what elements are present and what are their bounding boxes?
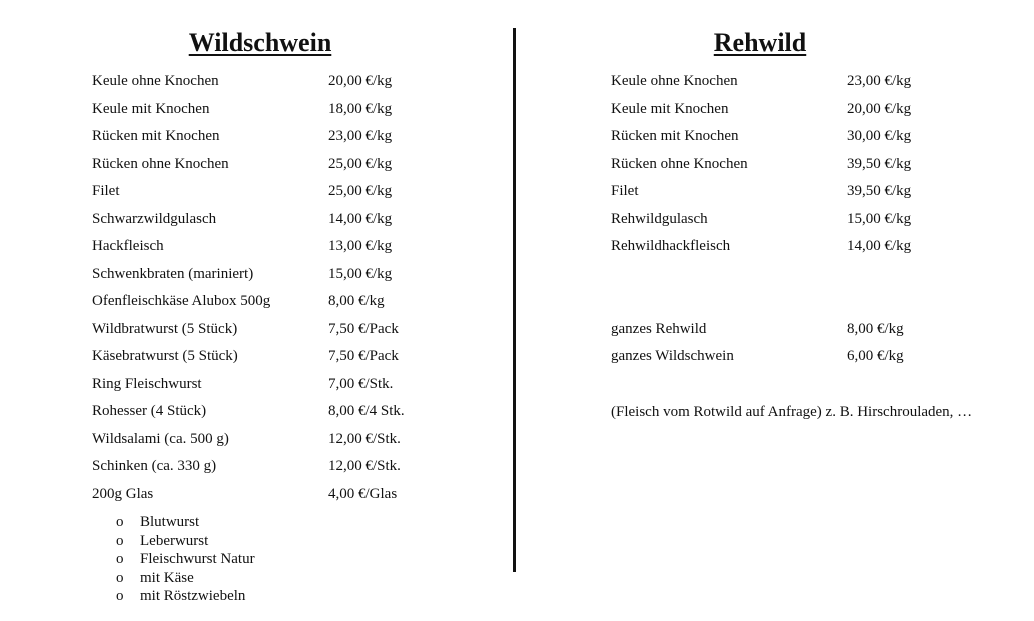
item-price: 25,00 €/kg — [328, 155, 393, 172]
circle-bullet-icon: o — [116, 532, 124, 549]
item-name: 200g Glas — [92, 485, 154, 502]
item-price: 39,50 €/kg — [847, 183, 912, 199]
list-item — [116, 550, 255, 569]
item-price: 14,00 €/kg — [328, 210, 393, 227]
item-name: Rücken mit Knochen — [92, 128, 220, 144]
variety-label: Leberwurst — [140, 532, 209, 549]
wildschwein-heading: Wildschwein — [188, 28, 332, 57]
variety-label: Fleischwurst Natur — [140, 551, 255, 567]
item-price: 39,50 €/kg — [847, 155, 912, 172]
item-price: 20,00 €/kg — [328, 73, 393, 89]
item-name: Keule mit Knochen — [92, 100, 210, 117]
item-price: 7,00 €/Stk. — [328, 375, 394, 392]
variety-label: Blutwurst — [140, 514, 200, 530]
item-name: Keule ohne Knochen — [92, 73, 219, 89]
item-name: Rücken ohne Knochen — [92, 155, 229, 172]
item-price: 30,00 €/kg — [847, 128, 912, 144]
item-name: Filet — [611, 183, 639, 199]
item-price: 23,00 €/kg — [847, 73, 912, 89]
item-price: 7,50 €/Pack — [328, 320, 399, 337]
item-price: 20,00 €/kg — [847, 100, 912, 117]
item-name: Keule mit Knochen — [611, 100, 729, 117]
item-price: 14,00 €/kg — [847, 238, 912, 254]
circle-bullet-icon: o — [116, 514, 124, 530]
item-name: Rücken ohne Knochen — [611, 155, 748, 172]
variety-label: mit Röstzwiebeln — [140, 588, 246, 604]
item-name: Rehwildgulasch — [611, 210, 708, 227]
rotwild-note: (Fleisch vom Rotwild auf Anfrage) z. B. Hirschrouladen, … — [611, 404, 973, 420]
item-price: 6,00 €/kg — [847, 348, 904, 364]
item-name: Ofenfleischkäse Alubox 500g — [92, 293, 271, 309]
item-price: 23,00 €/kg — [328, 128, 393, 144]
item-name: ganzes Rehwild — [611, 320, 707, 337]
item-name: Käsebratwurst (5 Stück) — [92, 348, 238, 364]
item-name: Wildsalami (ca. 500 g) — [92, 430, 229, 447]
item-price: 15,00 €/kg — [847, 210, 912, 227]
item-name: Ring Fleischwurst — [92, 375, 202, 392]
item-name: Rohesser (4 Stück) — [92, 403, 207, 419]
item-price: 25,00 €/kg — [328, 183, 393, 199]
item-price: 12,00 €/Stk. — [328, 458, 401, 474]
column-divider — [513, 28, 516, 572]
item-price: 8,00 €/kg — [847, 320, 904, 337]
item-name: Wildbratwurst (5 Stück) — [92, 320, 238, 337]
item-price: 12,00 €/Stk. — [328, 430, 401, 447]
item-price: 7,50 €/Pack — [328, 348, 399, 364]
item-price: 18,00 €/kg — [328, 100, 393, 117]
item-name: Filet — [92, 183, 120, 199]
item-name: Hackfleisch — [92, 238, 164, 254]
list-item — [116, 569, 255, 588]
circle-bullet-icon: o — [116, 569, 124, 586]
item-price: 8,00 €/kg — [328, 293, 385, 309]
list-item — [116, 532, 255, 551]
circle-bullet-icon: o — [116, 588, 124, 604]
item-name: Schwenkbraten (mariniert) — [92, 265, 254, 282]
item-price: 15,00 €/kg — [328, 265, 393, 282]
item-name: Schwarzwildgulasch — [92, 210, 217, 227]
rehwild-heading: Rehwild — [713, 28, 807, 57]
list-item — [116, 513, 255, 532]
glas-varieties-list — [116, 513, 255, 606]
list-item — [116, 587, 255, 606]
item-name: Rücken mit Knochen — [611, 128, 739, 144]
item-price: 8,00 €/4 Stk. — [328, 403, 405, 419]
item-price: 4,00 €/Glas — [328, 485, 398, 502]
variety-label: mit Käse — [140, 569, 194, 586]
circle-bullet-icon: o — [116, 551, 124, 567]
item-name: Rehwildhackfleisch — [611, 238, 731, 254]
item-name: Keule ohne Knochen — [611, 73, 738, 89]
item-price: 13,00 €/kg — [328, 238, 393, 254]
item-name: ganzes Wildschwein — [611, 348, 734, 364]
item-name: Schinken (ca. 330 g) — [92, 458, 217, 474]
